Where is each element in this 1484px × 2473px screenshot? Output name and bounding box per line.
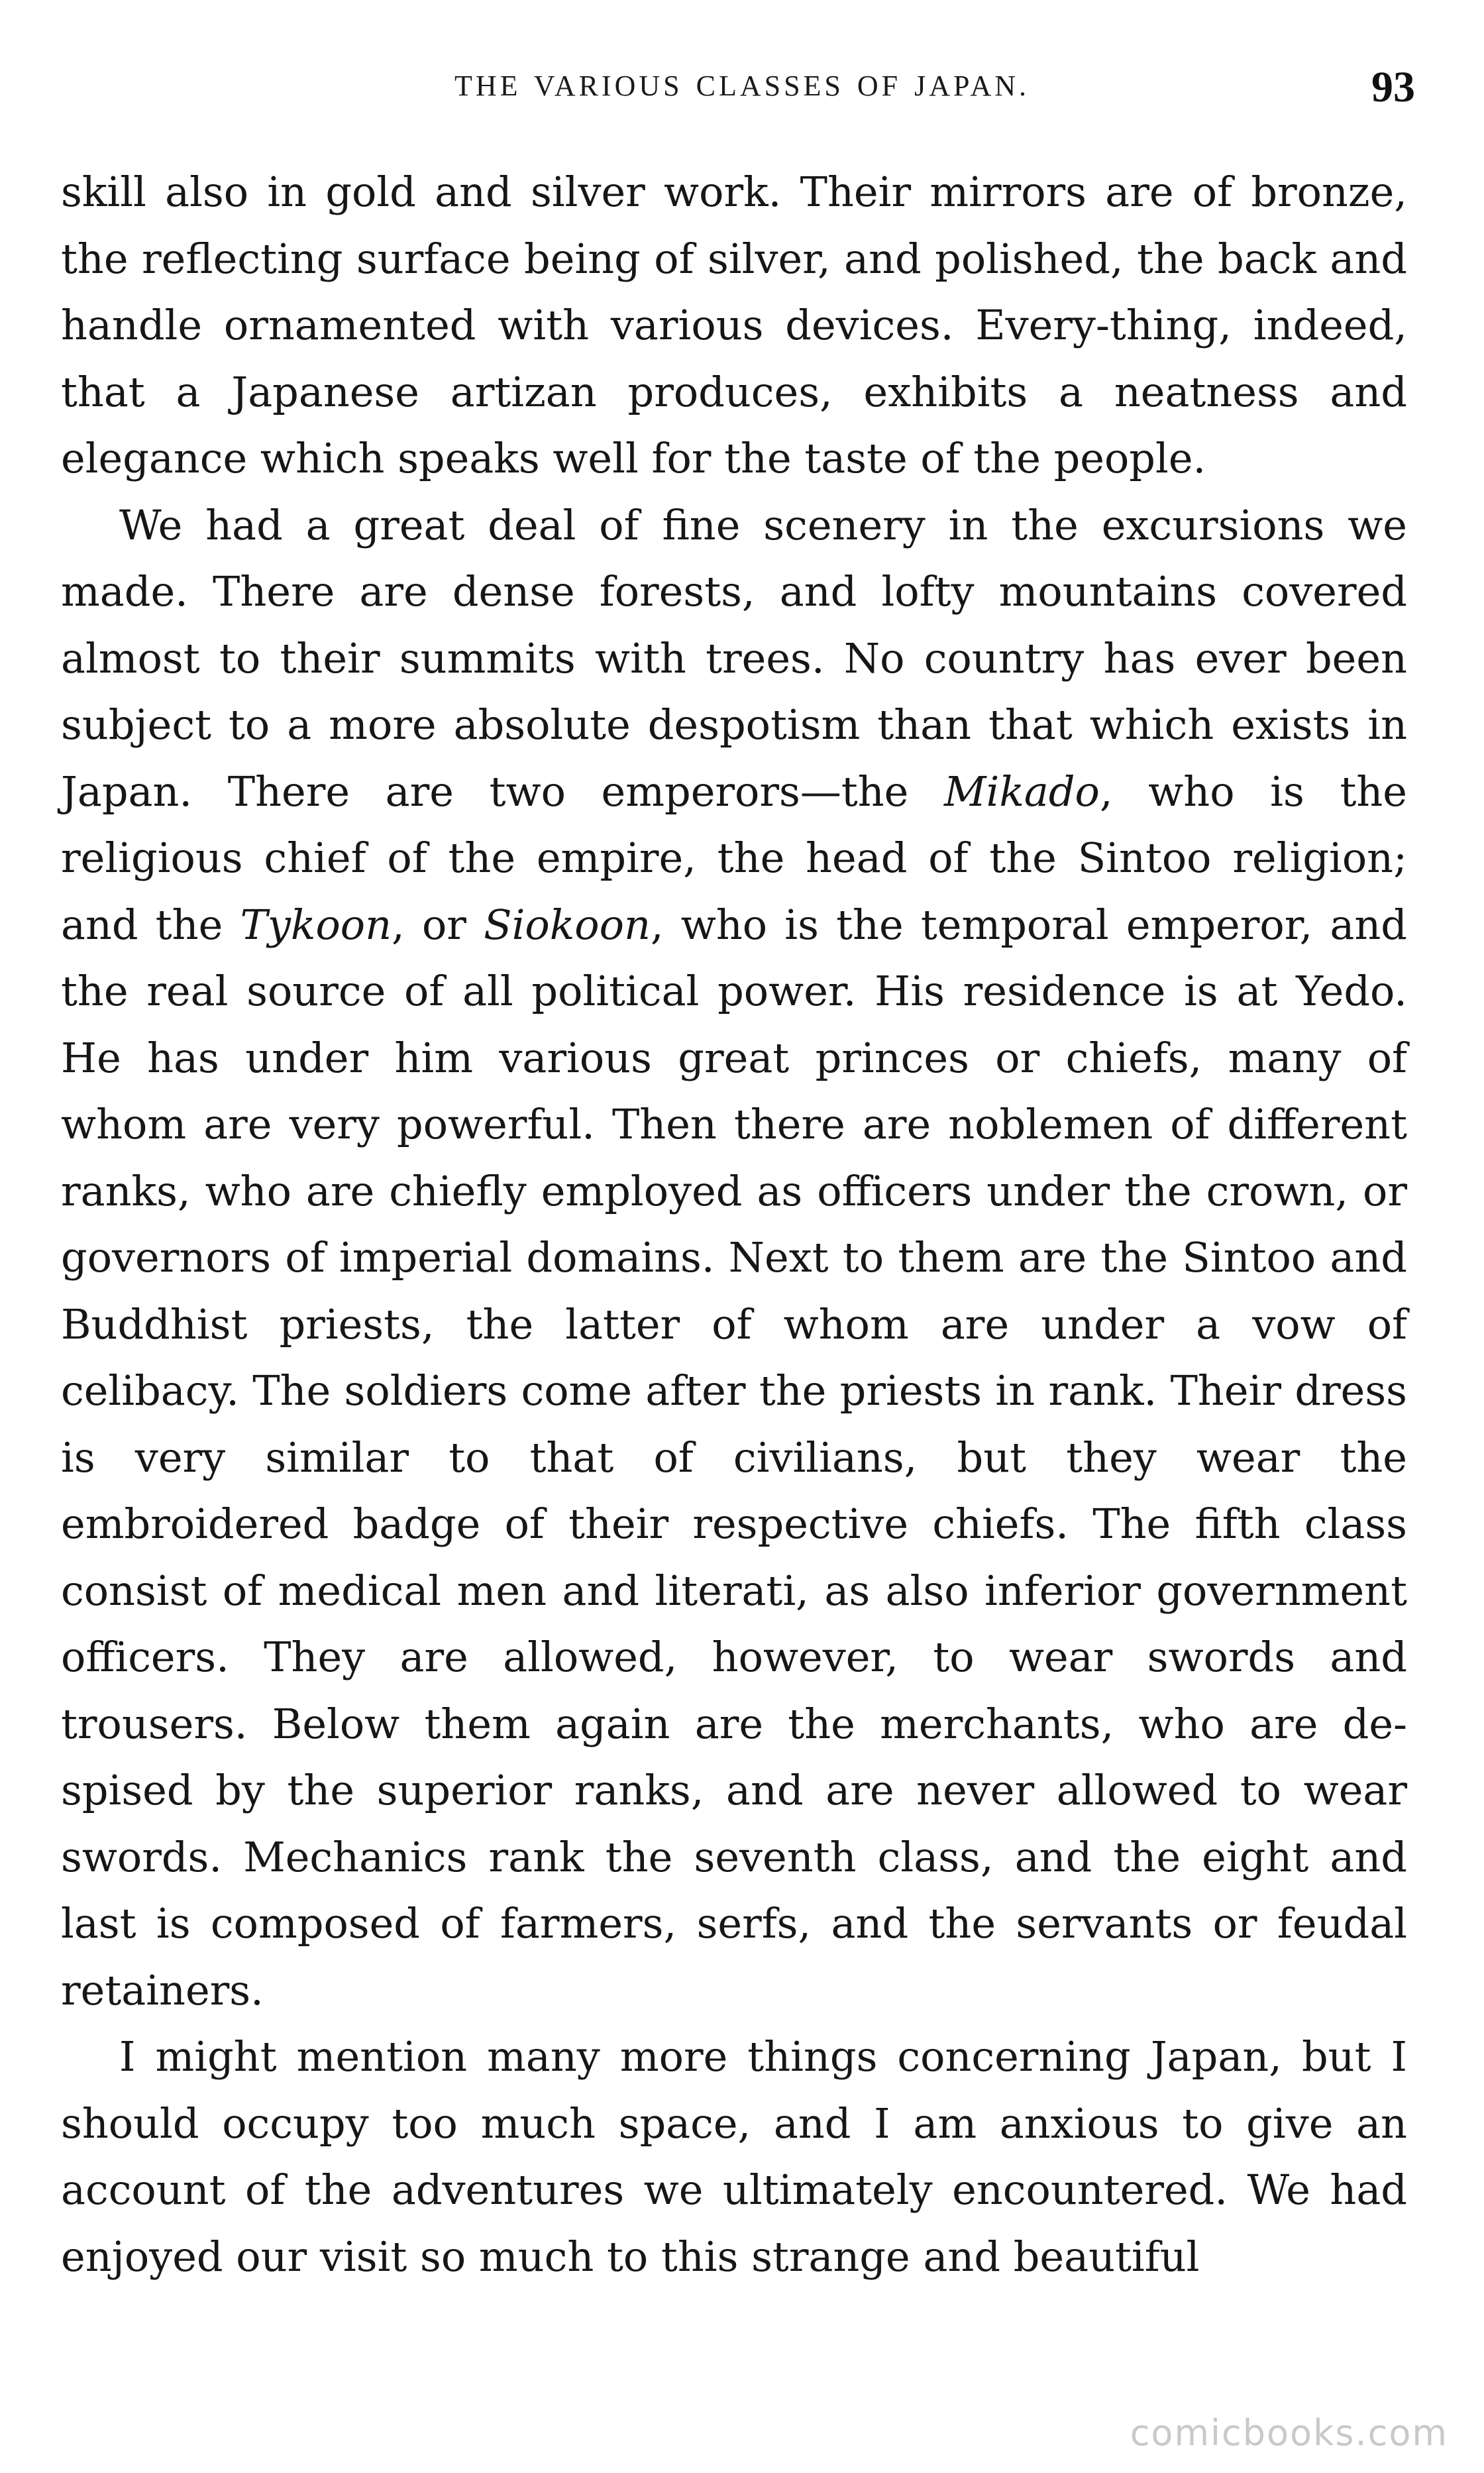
text-run: , or [392, 900, 484, 949]
page-number: 93 [1371, 63, 1415, 111]
text-run: skill also in gold and silver work. Their mirrors are of bronze, the reflecting surface being of silver, and polished, the back and handle ornamented with various devices. Every-thing, indeed, that a Japanese artizan produces, exhibits a neatness and elegance which speaks well for the taste of the people. [61, 168, 1407, 482]
italic-term: Tykoon [240, 900, 392, 949]
paragraph [61, 492, 1407, 2024]
text-run: , who is the religious chief of the empire, the head of the Sintoo religion; and the [61, 767, 1407, 949]
watermark-text: comicbooks.com [1130, 2412, 1448, 2454]
paragraph [61, 2024, 1407, 2290]
text-run: We had a great deal of fine scenery in the excursions we made. There are dense forests, and lofty mountains covered almost to their summits with trees. No country has ever been subject to a more absolute despotism than that which exists in Japan. There are two emperors—the [61, 500, 1407, 816]
text-run: , who is the temporal emperor, and the real source of all political power. His residence is at Yedo. He has under him various great princes or chiefs, many of whom are very powerful. Then there are noblemen of different ranks, who are chiefly employed as officers under the crown, or governors of imperial domains. Next to them are the Sintoo and Buddhist priests, the latter of whom are under a vow of celibacy. The soldiers come after the priests in rank. Their dress is very similar to that of civilians, but they wear the embroidered badge of their respective chiefs. The fifth class consist of medical men and literati, as also inferior government officers. They are allowed, however, to wear swords and trousers. Below them again are the merchants, who are de-spised by the superior ranks, and are never allowed to wear swords. Mechanics rank the seventh class, and the eight and last is composed of farmers, serfs, and the servants or feudal retainers. [61, 900, 1407, 2014]
italic-term: Siokoon [484, 900, 651, 949]
text-run: I might mention many more things concerning Japan, but I should occupy too much space, and I am anxious to give an account of the adventures we ultimately encountered. We had enjoyed our visit so much to this strange and beautiful [61, 2032, 1407, 2281]
running-head [0, 63, 1484, 119]
running-title: THE VARIOUS CLASSES OF JAPAN. [454, 70, 1030, 102]
body-text [61, 159, 1407, 2290]
paragraph [61, 159, 1407, 492]
italic-term: Mikado [944, 767, 1100, 816]
